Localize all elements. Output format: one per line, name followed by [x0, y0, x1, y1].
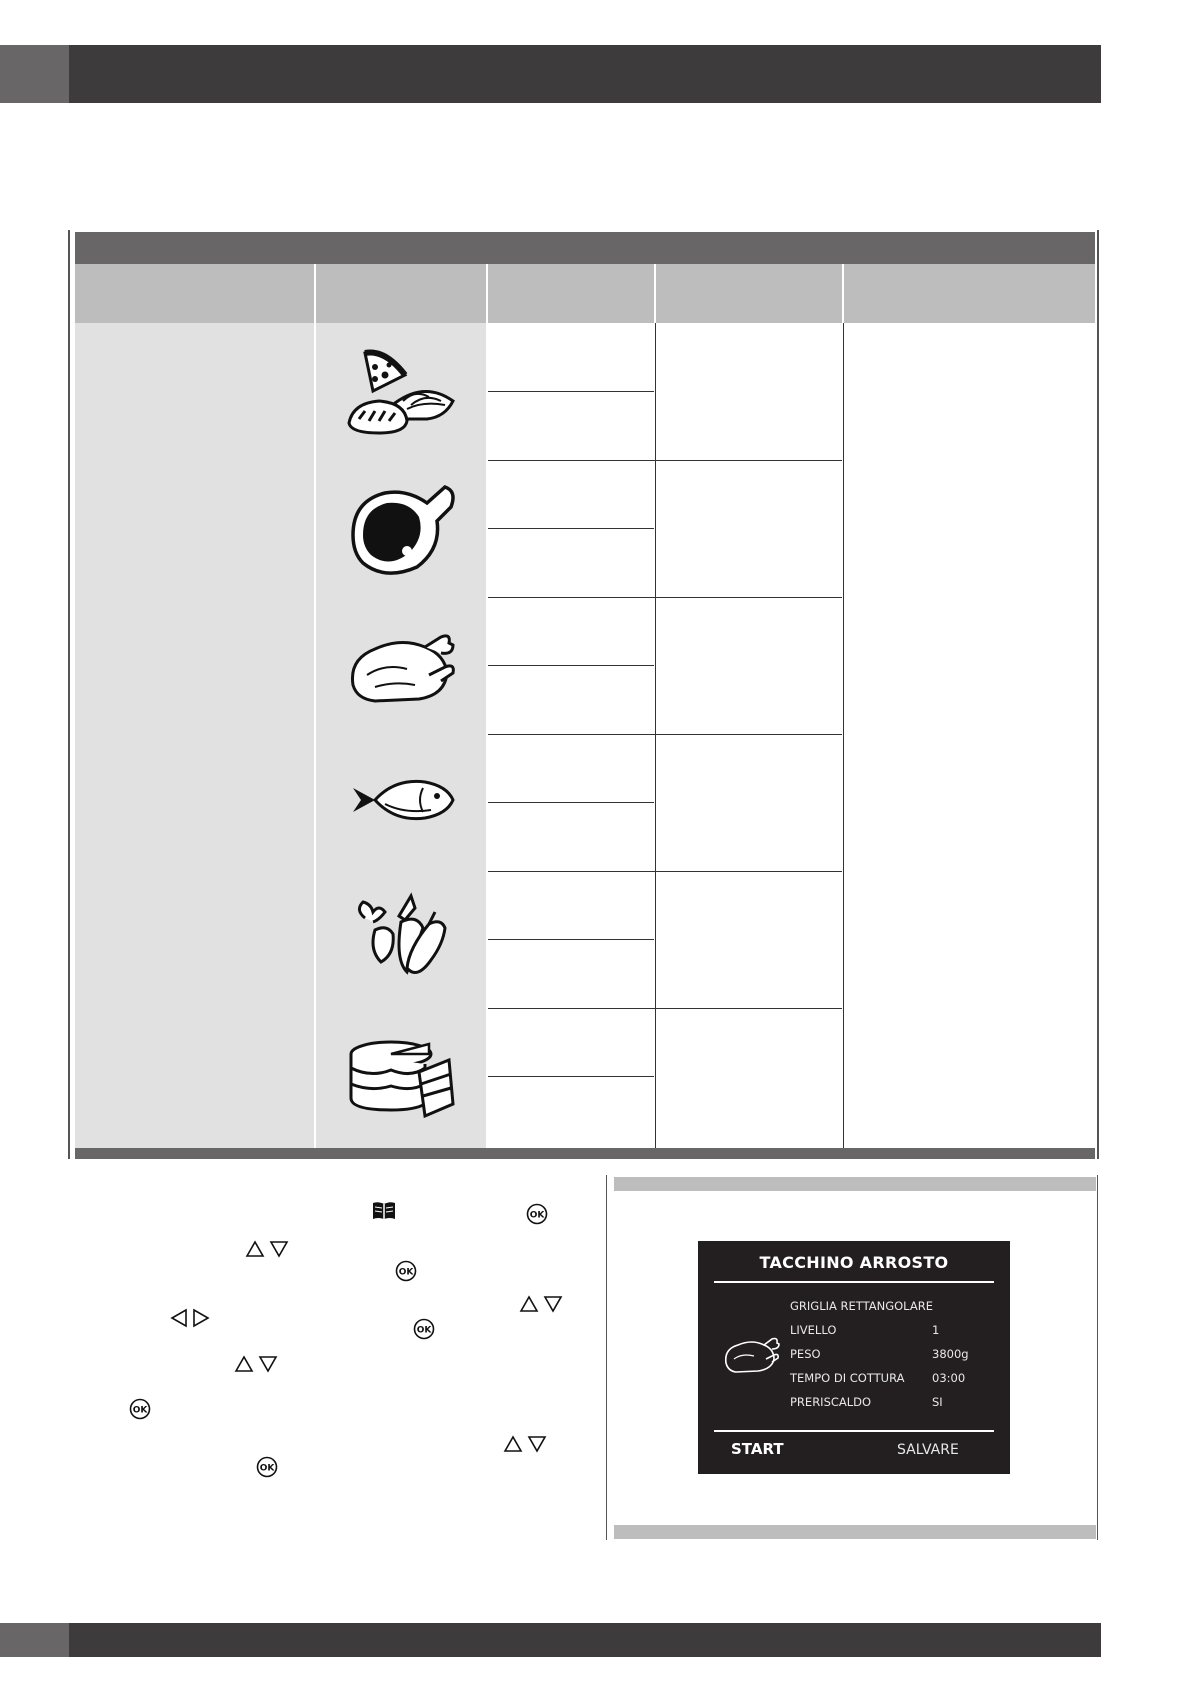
- panel-right-rule: [1097, 1175, 1098, 1540]
- page-header-tab: [0, 45, 69, 103]
- column-separator: [843, 323, 844, 1148]
- ok-button-icon: [129, 1398, 151, 1420]
- accessory-column: [656, 323, 842, 1148]
- row-rule: [488, 391, 654, 392]
- notes-column: [844, 323, 1095, 1148]
- col-head-accessory: [656, 264, 842, 323]
- recipe-title: TACCHINO ARROSTO: [759, 1253, 949, 1272]
- vegetables-icon: [345, 888, 457, 984]
- ok-button-icon: [256, 1456, 278, 1478]
- start-button[interactable]: START: [731, 1440, 784, 1458]
- column-separator: [655, 323, 656, 1148]
- save-button[interactable]: SALVARE: [897, 1442, 959, 1458]
- table-footer-bar: [75, 1148, 1095, 1159]
- table-title-bar: [75, 232, 1095, 264]
- panel-left-rule: [606, 1175, 607, 1540]
- up-down-arrows-icon: [503, 1435, 547, 1453]
- param-level-value[interactable]: 1: [932, 1323, 940, 1337]
- row-rule: [488, 597, 842, 598]
- param-accessory-label: GRIGLIA RETTANGOLARE: [790, 1299, 933, 1313]
- table-right-rule: [1097, 230, 1099, 1159]
- row-rule: [488, 802, 654, 803]
- left-right-arrows-icon: [170, 1308, 210, 1328]
- svg-text:OK: OK: [259, 1463, 275, 1474]
- meat-icon: [345, 479, 457, 575]
- row-rule: [488, 665, 654, 666]
- poultry-icon: [345, 615, 457, 711]
- table-left-rule: [68, 230, 70, 1159]
- svg-text:OK: OK: [398, 1267, 414, 1278]
- fish-icon: [345, 752, 457, 848]
- footer-rule: [714, 1430, 994, 1432]
- param-time-value[interactable]: 03:00: [932, 1371, 966, 1385]
- ok-button-icon: [395, 1260, 417, 1282]
- pizza-pasta-bread-icon: [345, 345, 457, 441]
- row-rule: [488, 1076, 654, 1077]
- up-down-arrows-icon: [519, 1295, 563, 1313]
- page-footer-tab: [0, 1623, 69, 1657]
- cake-icon: [345, 1024, 457, 1120]
- panel-top-band: [614, 1177, 1096, 1191]
- col-head-notes: [844, 264, 1095, 323]
- param-level-label: LIVELLO: [790, 1323, 837, 1337]
- page-header-bar: [0, 45, 1101, 103]
- col-head-category: [75, 264, 314, 323]
- page-footer-bar: [0, 1623, 1101, 1657]
- poultry-icon: [722, 1335, 780, 1375]
- oven-display: [698, 1241, 1010, 1474]
- col-head-recipe: [488, 264, 654, 323]
- svg-text:OK: OK: [416, 1325, 432, 1336]
- row-rule: [488, 734, 842, 735]
- svg-text:OK: OK: [529, 1210, 545, 1221]
- row-rule: [488, 528, 654, 529]
- ok-button-icon: [526, 1203, 548, 1225]
- param-weight-value[interactable]: 3800g: [932, 1347, 969, 1361]
- category-cell: [75, 323, 314, 1148]
- row-rule: [488, 1008, 842, 1009]
- title-rule: [714, 1281, 994, 1283]
- row-rule: [488, 871, 842, 872]
- recipe-column: [488, 323, 654, 1148]
- param-preheat-label: PRERISCALDO: [790, 1395, 872, 1409]
- ok-button-icon: [413, 1318, 435, 1340]
- up-down-arrows-icon: [245, 1240, 289, 1258]
- up-down-arrows-icon: [234, 1355, 278, 1373]
- col-head-icon: [316, 264, 486, 323]
- param-time-label: TEMPO DI COTTURA: [790, 1371, 905, 1385]
- row-rule: [488, 939, 654, 940]
- param-weight-label: PESO: [790, 1347, 821, 1361]
- row-rule: [488, 460, 842, 461]
- param-preheat-value[interactable]: SI: [932, 1395, 943, 1409]
- recipe-book-icon: [371, 1200, 397, 1221]
- svg-text:OK: OK: [132, 1405, 148, 1416]
- panel-bottom-band: [614, 1525, 1096, 1539]
